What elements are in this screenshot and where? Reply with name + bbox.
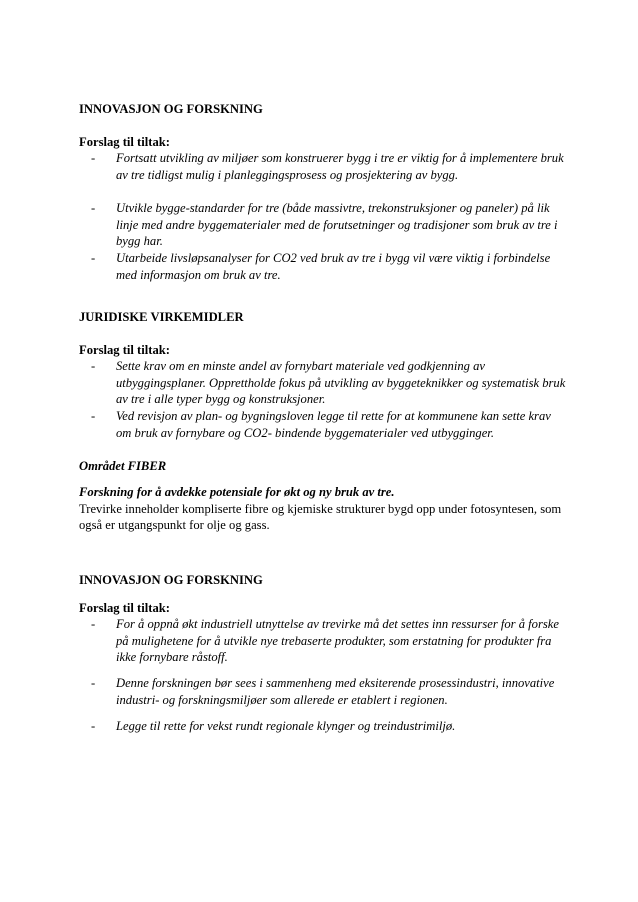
bullet-dash: - (91, 201, 96, 215)
bullet-dash: - (91, 151, 96, 165)
bullet-dash: - (91, 676, 96, 690)
list-item (91, 250, 567, 283)
section-heading: INNOVASJON OG FORSKNING (79, 573, 263, 587)
list-item-text: Utarbeide livsløpsanalyser for CO2 ved bruk av tre i bygg vil være viktig i forbindelse med informasjon om bruk av tre. (116, 251, 551, 282)
paragraph-body: Trevirke inneholder kompliserte fibre og kjemiske strukturer bygd opp under fotosyntesen, som også er utgangspunkt for olje og gass. (79, 501, 562, 532)
list-item (91, 616, 567, 666)
list-item-text: Ved revisjon av plan- og bygningsloven legge til rette for at kommunene kan sette krav om bruk av fornybare og CO2- bindende byggematerialer ved utbygginger. (116, 409, 551, 440)
list-item-text: Legge til rette for vekst rundt regionale klynger og treindustrimiljø. (116, 719, 456, 733)
section-subheading: Forslag til tiltak: (79, 343, 170, 357)
list-item-text: Utvikle bygge-standarder for tre (både massivtre, trekonstruksjoner og paneler) på lik linje med andre byggematerialer med de forutsetninger og tradisjoner som bruk av tre i bygg har. (116, 201, 558, 248)
list-item-text: Denne forskningen bør sees i sammenheng med eksiterende prosessindustri, innovative industri- og forskningsmiljøer som allerede er etablert i regionen. (116, 676, 555, 707)
section-subheading: Forslag til tiltak: (79, 135, 170, 149)
list-item-text: Fortsatt utvikling av miljøer som konstruerer bygg i tre er viktig for å implementere bruk av tre tidligst mulig i planleggingsprosess og prosjektering av bygg. (116, 151, 564, 182)
section-heading: JURIDISKE VIRKEMIDLER (79, 310, 244, 324)
bullet-dash: - (91, 409, 96, 423)
list-item (91, 718, 567, 735)
list-item (91, 675, 567, 708)
area-title: Området FIBER (79, 459, 167, 473)
area-paragraph (79, 484, 569, 534)
section-heading: INNOVASJON OG FORSKNING (79, 102, 263, 116)
bullet-dash: - (91, 617, 96, 631)
bullet-dash: - (91, 719, 96, 733)
section-subheading: Forslag til tiltak: (79, 601, 170, 615)
list-item (91, 150, 567, 183)
list-item-text: Sette krav om en minste andel av fornybart materiale ved godkjenning av utbyggingsplaner. Opprettholde fokus på utvikling av byggeteknikker og systematisk bruk av tre i alle typer bygg og konstruksjoner. (116, 359, 566, 406)
list-item (91, 408, 567, 441)
paragraph-lead: Forskning for å avdekke potensiale for økt og ny bruk av tre. (79, 485, 395, 499)
list-item (91, 358, 567, 408)
bullet-dash: - (91, 359, 96, 373)
list-item (91, 200, 567, 250)
list-item-text: For å oppnå økt industriell utnyttelse av trevirke må det settes inn ressurser for å forske på mulighetene for å utvikle nye trebaserte produkter, som erstatning for produkter fra ikke fornybare råstoff. (116, 617, 559, 664)
bullet-dash: - (91, 251, 96, 265)
